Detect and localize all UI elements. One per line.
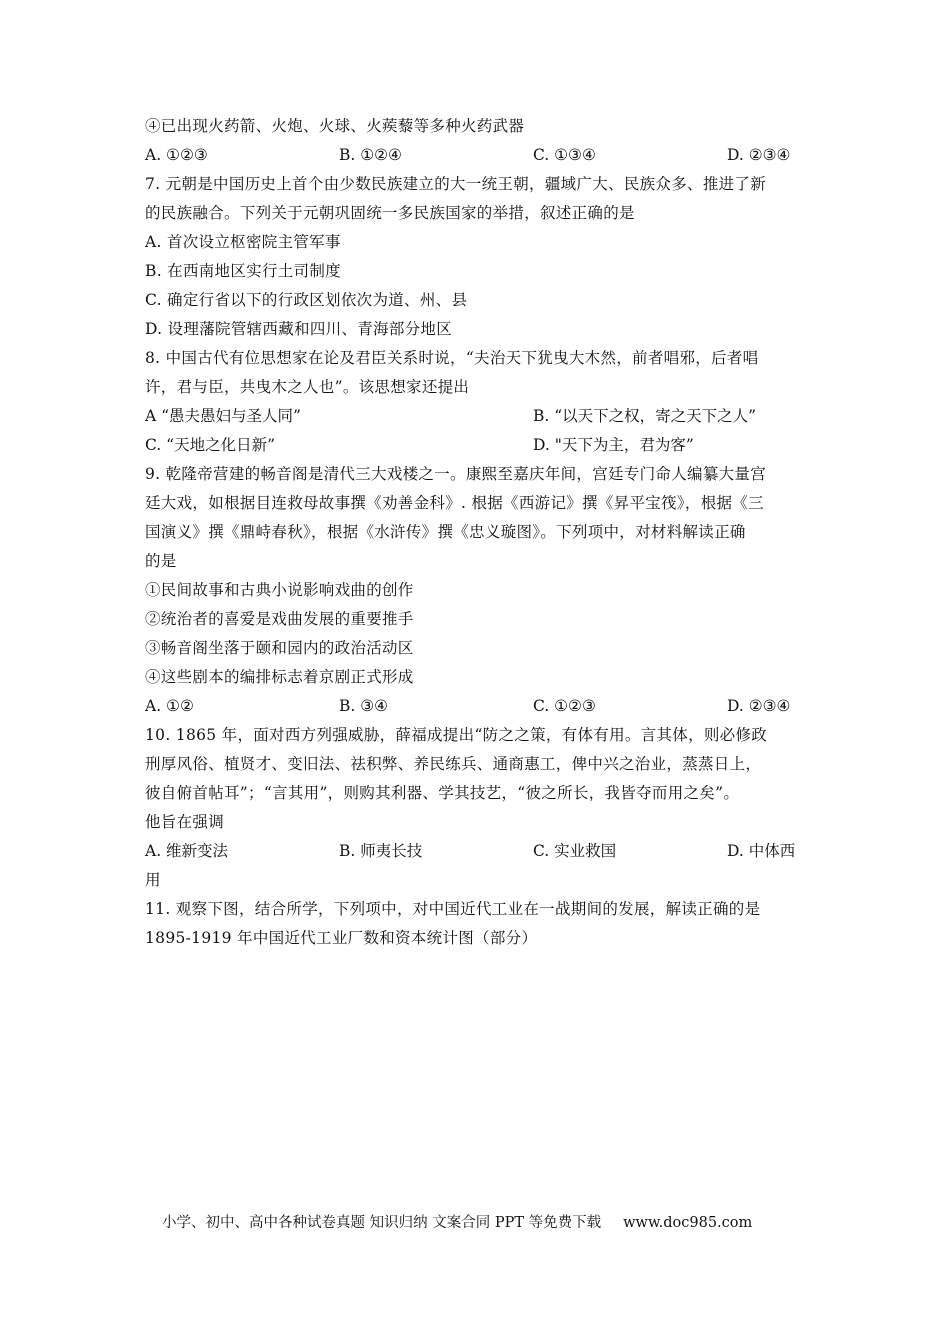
- footer-url[interactable]: www.doc985.com: [623, 1215, 753, 1231]
- q7-option-d: D. 设理藩院管辖西藏和四川、青海部分地区: [145, 320, 453, 338]
- footer-text: 小学、初中、高中各种试卷真题 知识归纳 文案合同 PPT 等免费下载: [162, 1215, 602, 1231]
- q7-stem-line-1: 7. 元朝是中国历史上首个由少数民族建立的大一统王朝，疆域广大、民族众多、推进了新: [145, 175, 767, 193]
- q11-stem-line-1: 11. 观察下图，结合所学，下列项中，对中国近代工业在一战期间的发展，解读正确的是: [145, 900, 761, 918]
- q9-stem-line-3: 国演义》撰《鼎峙春秋》，根据《水浒传》撰《忠义璇图》。下列项中，对材料解读正确: [145, 523, 746, 541]
- q9-statement-2: ②统治者的喜爱是戏曲发展的重要推手: [145, 610, 414, 628]
- q7-stem-line-2: 的民族融合。下列关于元朝巩固统一多民族国家的举措，叙述正确的是: [145, 204, 635, 222]
- q6-option-b: B. ①②④: [339, 146, 402, 164]
- q9-option-a: A. ①②: [145, 697, 194, 715]
- q8-option-d: D. "天下为主，君为客”: [533, 436, 694, 454]
- q10-stem-line-3: 彼自俯首帖耳”；“言其用”，则购其利器、学其技艺，“彼之所长，我皆夺而用之矣”。: [145, 784, 740, 802]
- q9-option-b: B. ③④: [339, 697, 389, 715]
- q10-stem-line-2: 刑厚风俗、植贤才、变旧法、祛积弊、养民练兵、通商惠工，俾中兴之治业，蒸蒸日上，: [145, 755, 762, 773]
- q10-stem-line-4: 他旨在强调: [145, 813, 225, 831]
- q8-stem-line-1: 8. 中国古代有位思想家在论及君臣关系时说，“夫治天下犹曳大木然，前者唱邪，后者唱: [145, 349, 759, 367]
- q8-option-b: B. “以天下之权，寄之天下之人”: [533, 407, 757, 425]
- q7-option-c: C. 确定行省以下的行政区划依次为道、州、县: [145, 291, 468, 309]
- q6-option-d: D. ②③④: [727, 146, 791, 164]
- q10-option-d-wrap: 用: [145, 871, 161, 889]
- q8-stem-line-2: 许，君与臣，共曳木之人也”。该思想家还提出: [145, 378, 470, 396]
- q6-option-a: A. ①②③: [145, 146, 208, 164]
- q6-statement-4: ④已出现火药箭、火炮、火球、火蒺藜等多种火药武器: [145, 117, 525, 135]
- q10-option-d: D. 中体西: [727, 842, 796, 860]
- q11-chart-caption: 1895-1919 年中国近代工业厂数和资本统计图（部分）: [145, 929, 538, 947]
- q10-option-b: B. 师夷长技: [339, 842, 423, 860]
- q9-statement-3: ③畅音阁坐落于颐和园内的政治活动区: [145, 639, 414, 657]
- q7-option-a: A. 首次设立枢密院主管军事: [145, 233, 341, 251]
- q9-stem-line-4: 的是: [145, 552, 177, 570]
- q10-option-a: A. 维新变法: [145, 842, 229, 860]
- q9-stem-line-2: 廷大戏，如根据目连救母故事撰《劝善金科》. 根据《西游记》撰《昇平宝筏》，根据《三: [145, 494, 764, 512]
- q6-option-c: C. ①③④: [533, 146, 596, 164]
- q9-option-d: D. ②③④: [727, 697, 791, 715]
- q7-option-b: B. 在西南地区实行土司制度: [145, 262, 341, 280]
- q9-stem-line-1: 9. 乾隆帝营建的畅音阁是清代三大戏楼之一。康熙至嘉庆年间，宫廷专门命人编纂大量宫: [145, 465, 767, 483]
- q9-statement-1: ①民间故事和古典小说影响戏曲的创作: [145, 581, 414, 599]
- q9-statement-4: ④这些剧本的编排标志着京剧正式形成: [145, 668, 414, 686]
- page-footer: [162, 1214, 752, 1232]
- q8-option-a: A “愚夫愚妇与圣人同”: [145, 407, 301, 425]
- q10-option-c: C. 实业救国: [533, 842, 617, 860]
- q10-stem-line-1: 10. 1865 年，面对西方列强威胁，薛福成提出“防之之策，有体有用。言其体，则必修政: [145, 726, 768, 744]
- q8-option-c: C. “天地之化日新”: [145, 436, 276, 454]
- q9-option-c: C. ①②③: [533, 697, 596, 715]
